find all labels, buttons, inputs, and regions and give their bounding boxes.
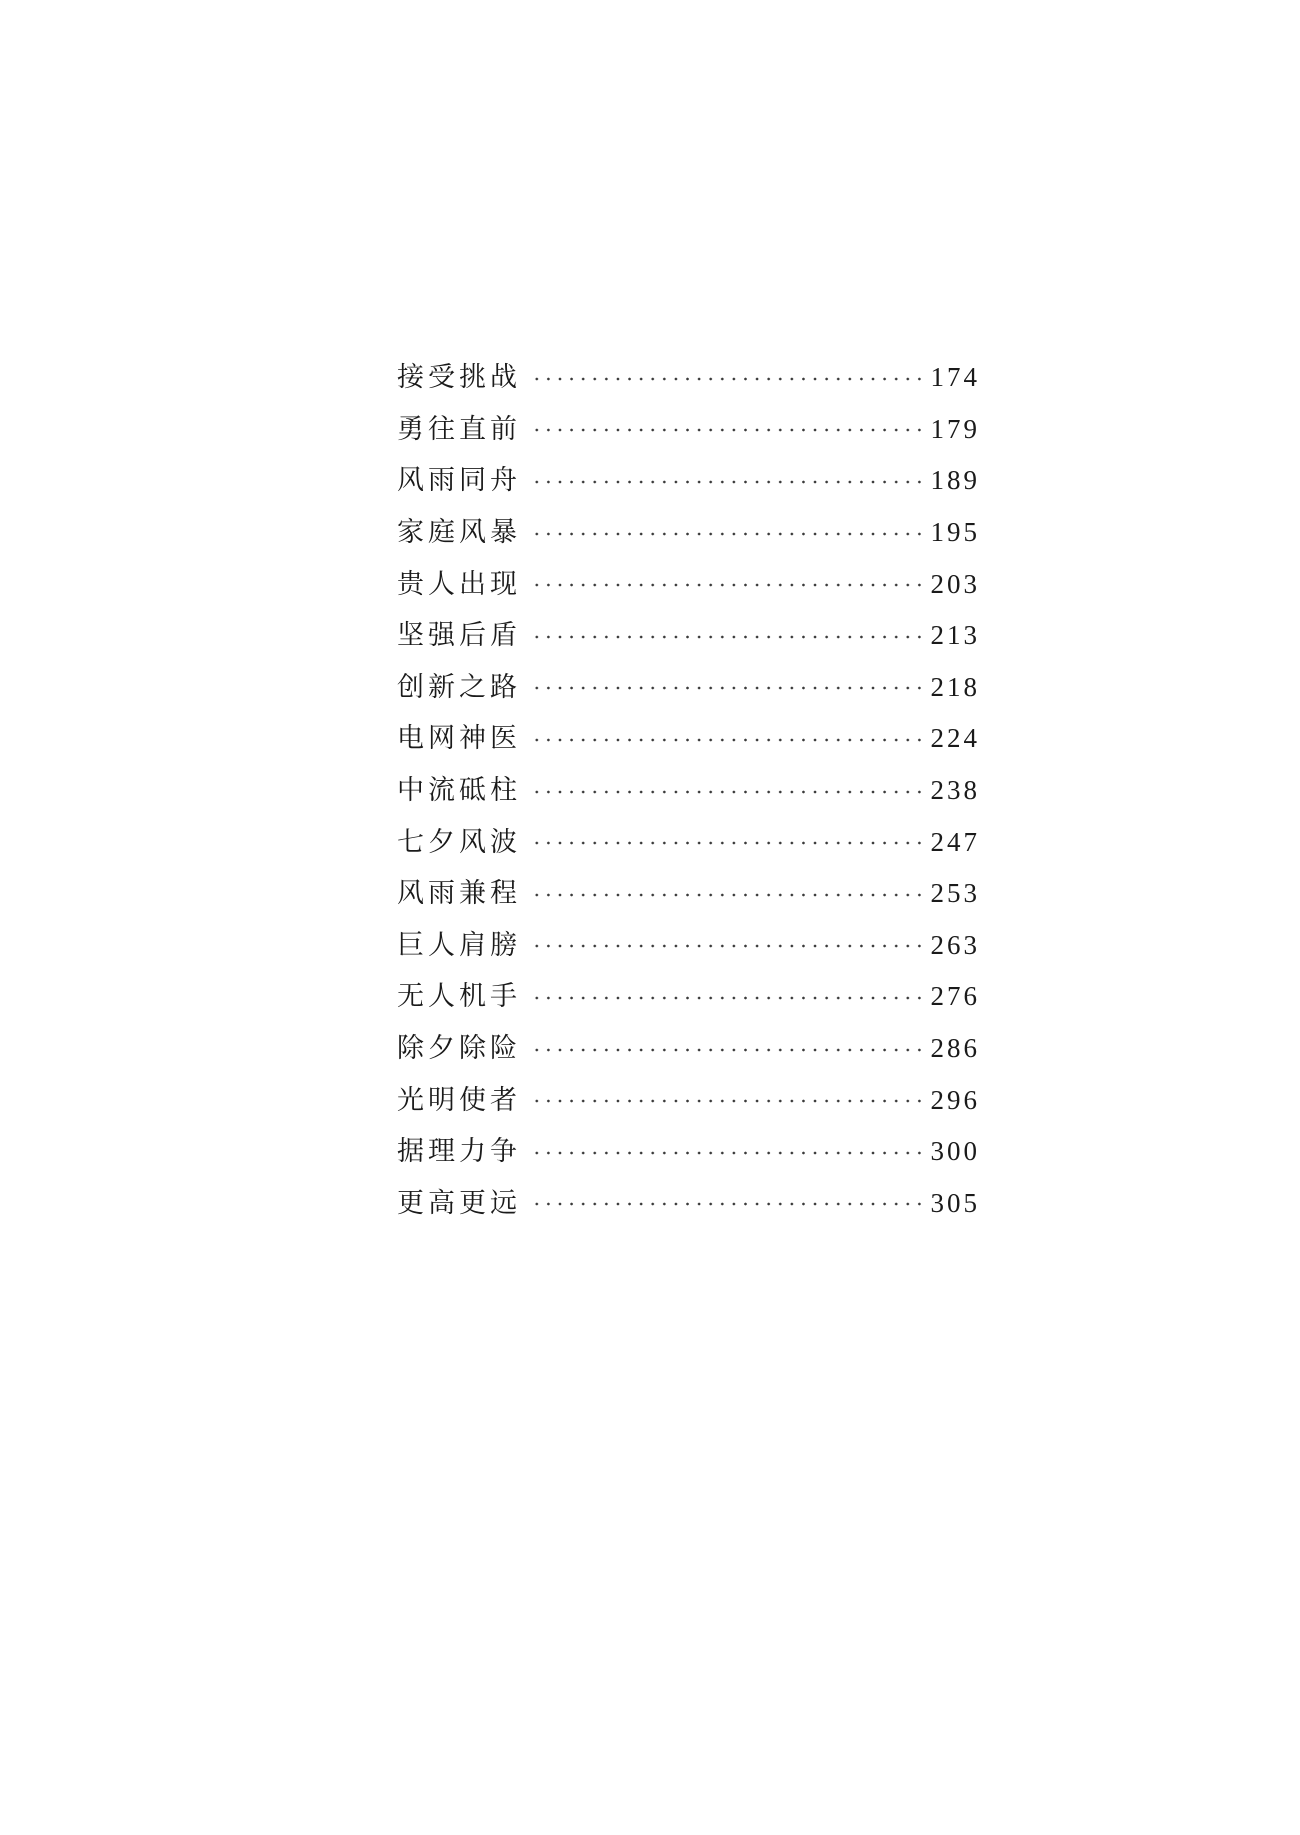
toc-entry-page-number: 213 xyxy=(930,620,980,651)
toc-entry-page-number: 224 xyxy=(930,723,980,754)
toc-entry-title: 创新之路 xyxy=(397,671,521,703)
toc-entry xyxy=(397,610,980,662)
toc-entry-title: 家庭风暴 xyxy=(397,517,521,549)
toc-entry-page-number: 179 xyxy=(930,413,980,444)
dot-leader xyxy=(531,428,923,432)
toc-entry xyxy=(397,558,980,610)
toc-entry xyxy=(397,455,980,507)
toc-entry-title: 更高更远 xyxy=(397,1187,521,1219)
toc-entry-page-number: 296 xyxy=(930,1084,980,1115)
toc-entry-page-number: 305 xyxy=(930,1187,980,1218)
dot-leader xyxy=(531,532,923,536)
toc-entry-page-number: 276 xyxy=(930,981,980,1012)
toc-entry-page-number: 195 xyxy=(930,517,980,548)
toc-entry-title: 坚强后盾 xyxy=(397,620,521,652)
toc-entry-title: 勇往直前 xyxy=(397,413,521,445)
toc-entry-page-number: 238 xyxy=(930,775,980,806)
toc-entry xyxy=(397,1023,980,1075)
toc-entry-page-number: 189 xyxy=(930,465,980,496)
toc-entry xyxy=(397,507,980,559)
dot-leader xyxy=(531,635,923,639)
toc-entry xyxy=(397,868,980,920)
table-of-contents xyxy=(397,352,980,1229)
dot-leader xyxy=(531,377,923,381)
toc-entry xyxy=(397,971,980,1023)
dot-leader xyxy=(531,738,923,742)
toc-entry-title: 贵人出现 xyxy=(397,568,521,600)
toc-entry-title: 中流砥柱 xyxy=(397,775,521,807)
toc-entry-title: 无人机手 xyxy=(397,981,521,1013)
toc-entry xyxy=(397,713,980,765)
dot-leader xyxy=(531,1151,923,1155)
toc-entry-title: 风雨同舟 xyxy=(397,465,521,497)
toc-entry-title: 接受挑战 xyxy=(397,362,521,394)
toc-entry-title: 光明使者 xyxy=(397,1084,521,1116)
dot-leader xyxy=(531,686,923,690)
toc-entry xyxy=(397,1126,980,1178)
toc-entry xyxy=(397,1074,980,1126)
toc-entry-title: 巨人肩膀 xyxy=(397,929,521,961)
toc-entry-title: 七夕风波 xyxy=(397,826,521,858)
toc-entry-title: 风雨兼程 xyxy=(397,878,521,910)
dot-leader xyxy=(531,790,923,794)
toc-entry-page-number: 253 xyxy=(930,878,980,909)
toc-entry xyxy=(397,404,980,456)
toc-entry-page-number: 174 xyxy=(930,362,980,393)
dot-leader xyxy=(531,996,923,1000)
dot-leader xyxy=(531,893,923,897)
toc-entry-title: 电网神医 xyxy=(397,723,521,755)
toc-entry xyxy=(397,352,980,404)
dot-leader xyxy=(531,1048,923,1052)
dot-leader xyxy=(531,1202,923,1206)
toc-entry-page-number: 203 xyxy=(930,568,980,599)
dot-leader xyxy=(531,1099,923,1103)
toc-entry xyxy=(397,765,980,817)
toc-entry-page-number: 286 xyxy=(930,1033,980,1064)
toc-entry xyxy=(397,920,980,972)
toc-entry-page-number: 300 xyxy=(930,1136,980,1167)
dot-leader xyxy=(531,583,923,587)
toc-entry xyxy=(397,1178,980,1230)
toc-entry xyxy=(397,816,980,868)
toc-entry-page-number: 218 xyxy=(930,671,980,702)
toc-entry xyxy=(397,662,980,714)
dot-leader xyxy=(531,841,923,845)
toc-entry-title: 据理力争 xyxy=(397,1136,521,1168)
toc-entry-page-number: 247 xyxy=(930,826,980,857)
dot-leader xyxy=(531,480,923,484)
toc-entry-title: 除夕除险 xyxy=(397,1033,521,1065)
dot-leader xyxy=(531,944,923,948)
toc-entry-page-number: 263 xyxy=(930,929,980,960)
